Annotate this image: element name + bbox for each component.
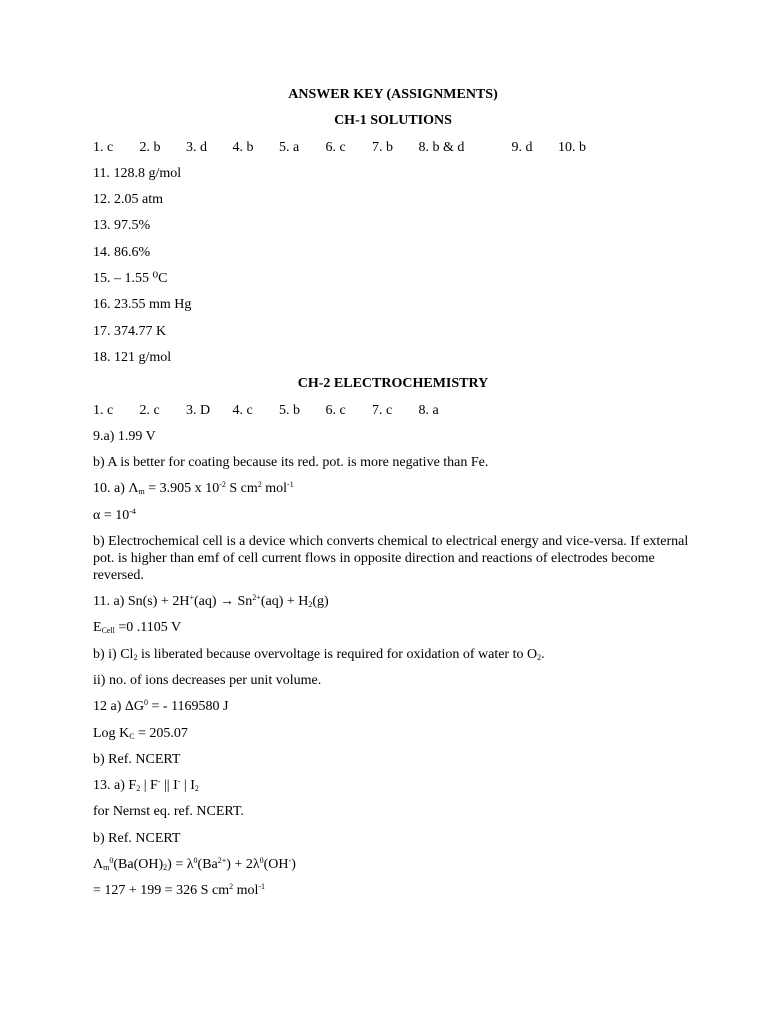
ch2-ecell: $E_{Cell} =0$ .1105 V bbox=[93, 620, 182, 636]
ch1-mcq-item: 5. a bbox=[279, 139, 300, 155]
ch2-answer-10a: 10. a) $\Lambda_m = 3.905$ x $10^{-2}$ S $cm^2$ mol$^{-1}$ bbox=[93, 480, 294, 497]
ch2-log-kc: Log $K_C = 205.07$ bbox=[93, 725, 188, 741]
ch2-answer-9b: b) A is better for coating because its red. pot. is more negative than Fe. bbox=[93, 455, 489, 471]
ch1-answer-11: 11. 128.8 g/mol bbox=[93, 165, 182, 181]
page-title: ANSWER KEY (ASSIGNMENTS) bbox=[288, 87, 498, 102]
ch1-answer-15: 15. – 1.55 ⁰C bbox=[93, 271, 168, 287]
ch2-answer-13a: 13. a) $F_2$ | F- || I- | $I_2$ bbox=[93, 777, 199, 794]
ch1-mcq-item: 2. b bbox=[139, 139, 161, 155]
ch1-mcq-item: 8. b & d bbox=[418, 139, 465, 155]
ch2-mcq-item: 4. c bbox=[232, 402, 253, 418]
ch2-answer-10b: b) Electrochemical cell is a device which converts chemical to electrical energy and vice-versa. If external pot. is higher than emf of cell current flows in opposite direction and reactions of electrodes become reversed. bbox=[93, 534, 689, 584]
answer-key-page bbox=[93, 86, 693, 909]
ch2-lambda-equation: $\Lambda_m^0(Ba(OH)_2) = \lambda^0(Ba^{2+}) + 2\lambda^0(OH^-)$ bbox=[93, 856, 296, 873]
ch2-mcq-row bbox=[93, 402, 693, 428]
ch2-answer-13b: b) Ref. NCERT bbox=[93, 830, 181, 846]
ch1-mcq-item: 7. b bbox=[372, 139, 393, 155]
ch2-answer-12a: 12 a) $\Delta G^0$ = - 1169580 J bbox=[93, 698, 229, 715]
ch1-mcq-item: 3. d bbox=[186, 139, 207, 155]
ch2-mcq-item: 7. c bbox=[372, 402, 393, 418]
ch1-answer-13: 13. 97.5% bbox=[93, 218, 151, 234]
ch1-mcq-item: 4. b bbox=[232, 139, 254, 155]
ch2-lambda-value: = 127 + 199 = 326 S $cm^2$ mol$^{-1}$ bbox=[93, 882, 266, 899]
ch1-answer-17: 17. 374.77 K bbox=[93, 323, 167, 339]
ch1-mcq-item: 9. d bbox=[511, 139, 533, 155]
ch1-mcq-item: 6. c bbox=[325, 139, 346, 155]
ch2-answer-11b-ii: ii) no. of ions decreases per unit volume. bbox=[93, 672, 322, 688]
ch1-answer-16: 16. 23.55 mm Hg bbox=[93, 297, 192, 313]
ch2-mcq-item: 3. D bbox=[186, 402, 211, 418]
ch1-mcq-item: 10. b bbox=[558, 139, 586, 155]
ch2-mcq-item: 6. c bbox=[325, 402, 346, 418]
ch2-heading: CH-2 ELECTROCHEMISTRY bbox=[297, 376, 489, 392]
ch2-mcq-item: 8. a bbox=[418, 402, 439, 418]
ch2-alpha: $\alpha = 10^{-4}$ bbox=[93, 506, 136, 523]
ch1-mcq-item: 1. c bbox=[93, 139, 114, 155]
ch2-answer-11b: b) i) $Cl_2$ is liberated because overvoltage is required for oxidation of water to $O_2$. bbox=[93, 646, 545, 662]
ch1-heading: CH-1 SOLUTIONS bbox=[334, 113, 452, 129]
ch2-mcq-item: 1. c bbox=[93, 402, 114, 418]
ch2-answer-9a: 9.a) 1.99 V bbox=[93, 428, 156, 444]
ch1-answer-12: 12. 2.05 atm bbox=[93, 192, 163, 208]
ch2-answer-11a: 11. a) $Sn(s) + 2H^+(aq) \to Sn^{2+}(aq) + H_2(g)$ bbox=[93, 593, 329, 610]
ch1-answer-18: 18. 121 g/mol bbox=[93, 349, 172, 365]
ch2-mcq-item: 5. b bbox=[279, 402, 300, 418]
ch1-answer-14: 14. 86.6% bbox=[93, 244, 151, 260]
ch1-mcq-row bbox=[93, 139, 693, 165]
ch2-nernst: for Nernst eq. ref. NCERT. bbox=[93, 804, 244, 820]
ch2-answer-12b: b) Ref. NCERT bbox=[93, 751, 181, 767]
ch2-mcq-item: 2. c bbox=[139, 402, 160, 418]
